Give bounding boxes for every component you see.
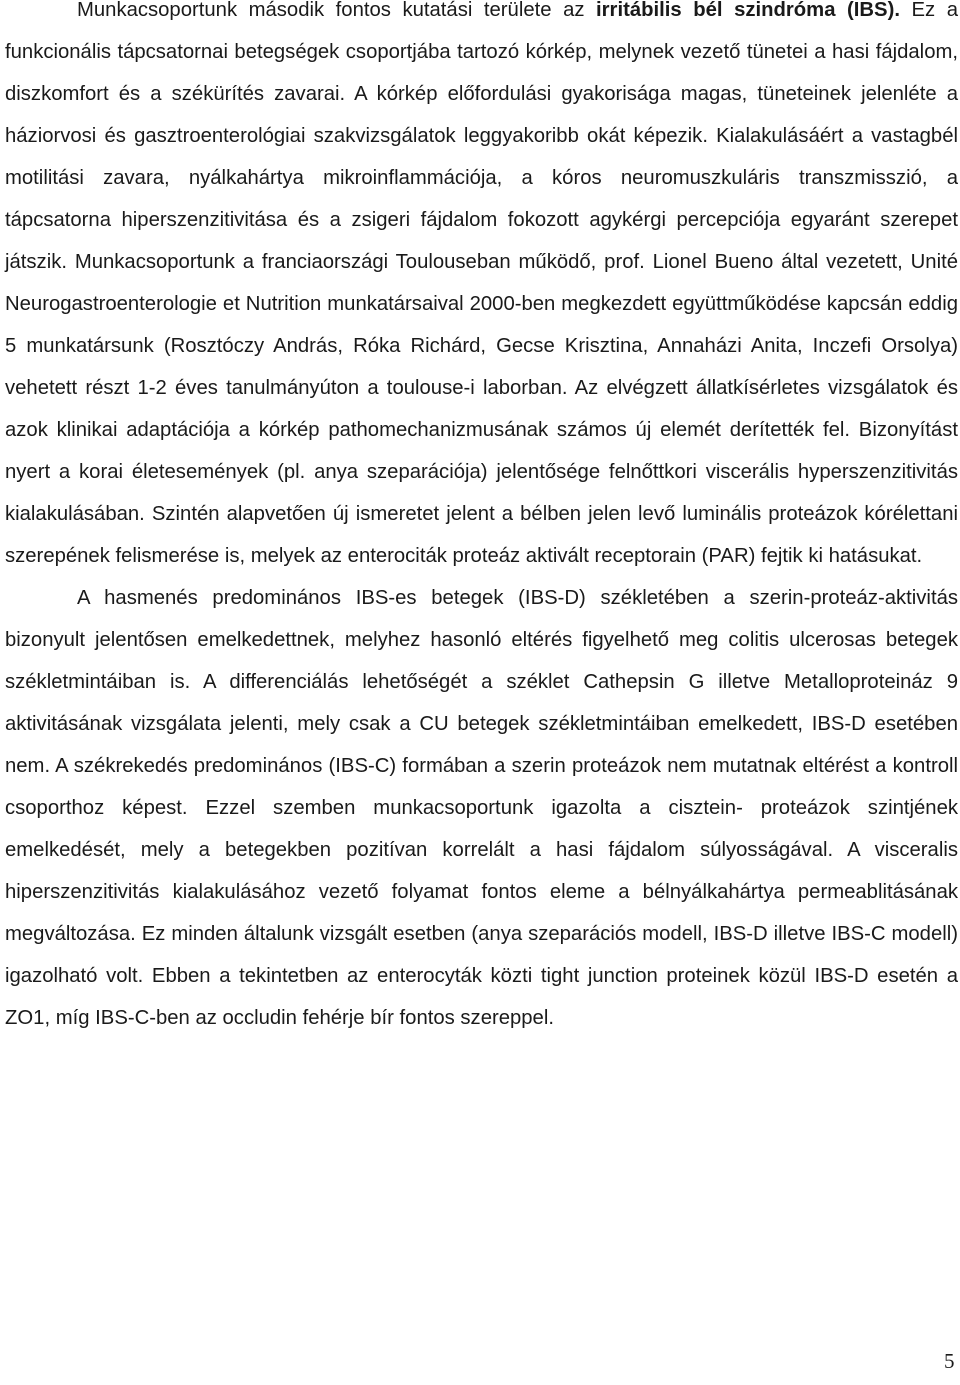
- paragraph-intro: Munkacsoportunk második fontos kutatási területe az: [77, 0, 597, 21]
- paragraph-ibs-research: [5, 0, 958, 577]
- ibs-term: irritábilis bél szindróma (IBS).: [596, 0, 900, 21]
- paragraph-body: Ez a funkcionális tápcsatornai betegségek csoportjába tartozó kórkép, melynek vezető tünetei a hasi fájdalom, diszkomfort és a székürítés zavarai. A kórkép előfordulási gyakorisága magas, tüneteinek jelenléte a háziorvosi és gasztroenterológiai szakvizsgálatok leggyakoribb okát képezik. Kialakulásáért a vastagbél motilitási zavara, nyálkahártya mikroinflammációja, a kóros neuromuszkuláris transzmisszió, a tápcsatorna hiperszenzitivitása és a zsigeri fájdalom fokozott agykérgi percepciója egyaránt szerepet játszik. Munkacsoportunk a franciaországi Toulouseban működő, prof. Lionel Bueno által vezetett, Unité Neurogastroenterologie et Nutrition munkatársaival 2000-ben megkezdett együttműködése kapcsán eddig 5 munkatársunk (Rosztóczy András, Róka Richárd, Gecse Krisztina, Annaházi Anita, Inczefi Orsolya) vehetett részt 1-2 éves tanulmányúton a toulouse-i laborban. Az elvégzett állatkísérletes vizsgálatok és azok klinikai adaptációja a kórkép pathomechanizmusának számos új elemét derítették fel. Bizonyítást nyert a korai életesemények (pl. anya szeparációja) jelentősége felnőttkori viscerális hyperszenzitivitás kialakulásában. Szintén alapvetően új ismeretet jelent a bélben jelen levő luminális proteázok kórélettani szerepének felismerése is, melyek az enterociták proteáz aktivált receptorain (PAR) fejtik ki hatásukat.: [5, 0, 959, 567]
- paragraph-protease-findings: A hasmenés predominános IBS-es betegek (IBS-D) székletében a szerin-proteáz-aktivitás bizonyult jelentősen emelkedettnek, melyhez hasonló eltérés figyelhető meg colitis ulcerosas betegek székletmintáiban is. A differenciálás lehetőségét a széklet Cathepsin G illetve Metalloproteináz 9 aktivitásának vizsgálata jelenti, mely csak a CU betegek székletmintáiban emelkedett, IBS-D esetében nem. A székrekedés predominános (IBS-C) formában a szerin proteázok nem mutatnak eltérést a kontroll csoporthoz képest. Ezzel szemben munkacsoportunk igazolta a cisztein- proteázok szintjének emelkedését, mely a betegekben pozitívan korrelált a hasi fájdalom súlyosságával. A visceralis hiperszenzitivitás kialakulásához vezető folyamat fontos eleme a bélnyálkahártya permeablitásának megváltozása. Ez minden általunk vizsgált esetben (anya szeparációs modell, IBS-D illetve IBS-C modell) igazolható volt. Ebben a tekintetben az enterocyták közti tight junction proteinek közül IBS-D esetén a ZO1, míg IBS-C-ben az occludin fehérje bír fontos szereppel.: [5, 587, 958, 1029]
- document-page: [5, 0, 958, 1039]
- page-number: 5: [944, 1349, 955, 1373]
